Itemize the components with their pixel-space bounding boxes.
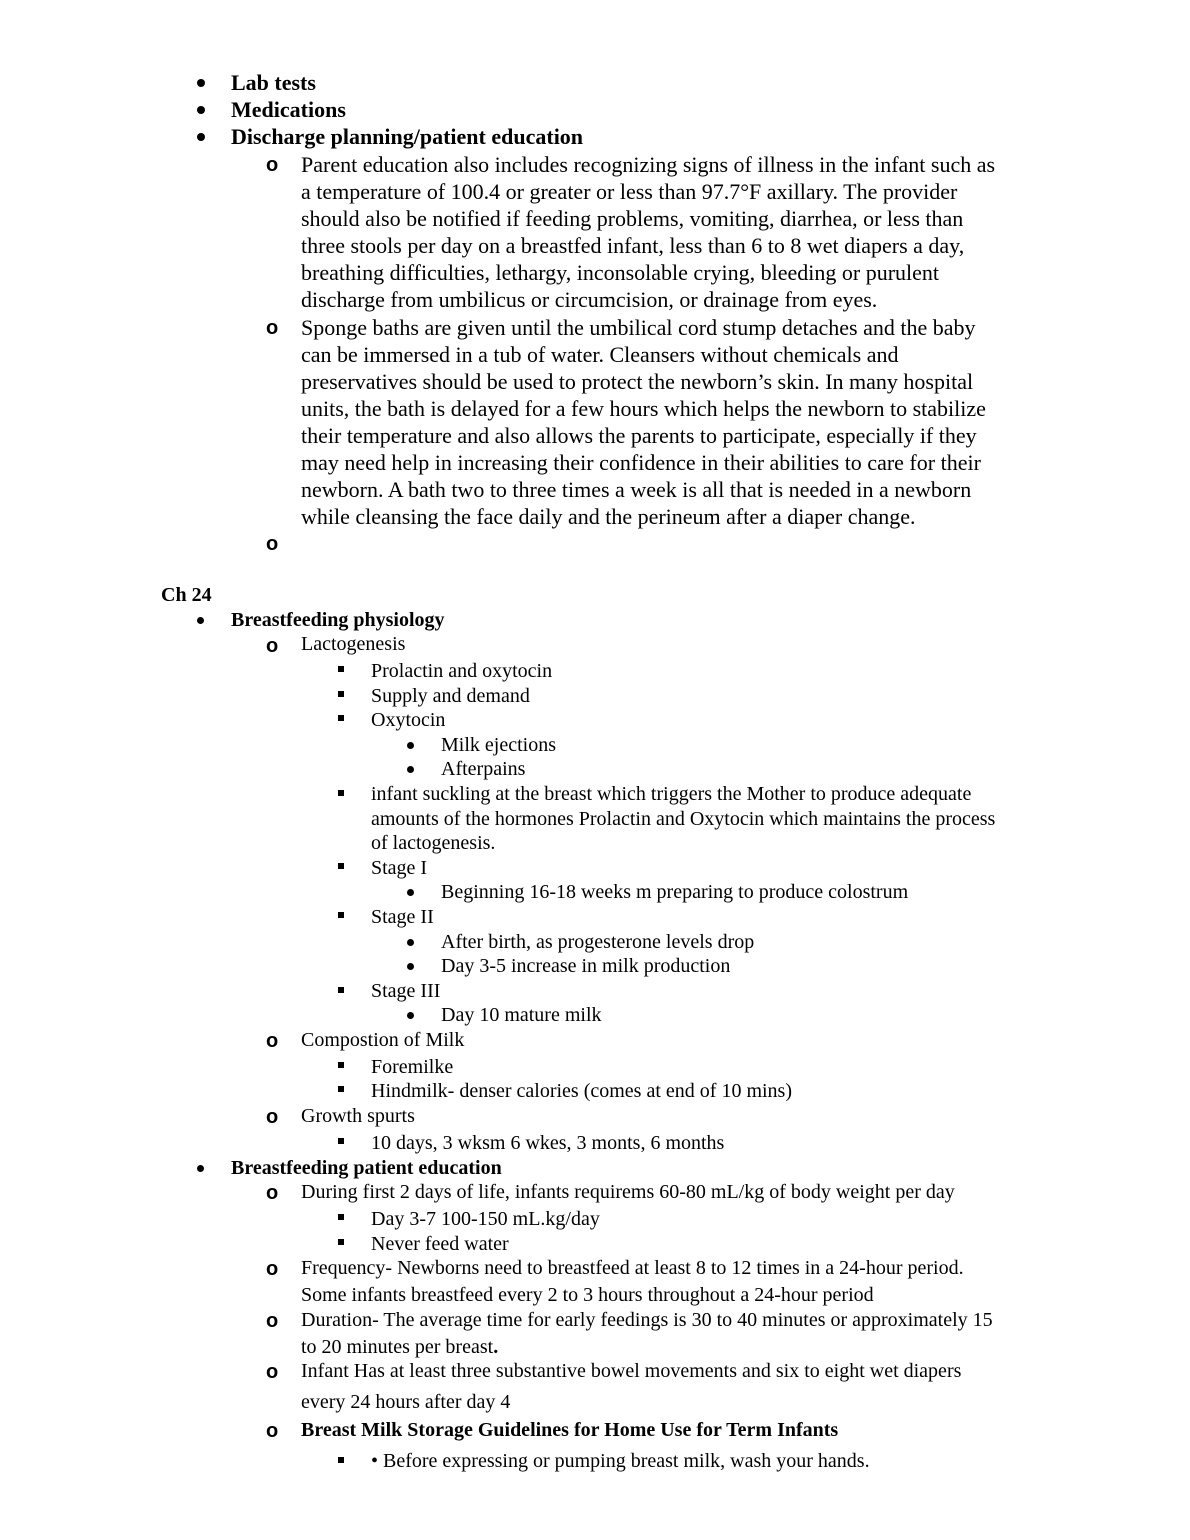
- paragraph-line: Parent education also includes recognizing signs of illness in the infant such as: [301, 152, 996, 177]
- first-days-item: During first 2 days of life, infants requirems 60-80 mL/kg of body weight per day: [301, 1181, 955, 1203]
- frequency-line: Some infants breastfeed every 2 to 3 hours throughout a 24-hour period: [301, 1284, 874, 1306]
- duration-line: Duration- The average time for early feedings is 30 to 40 minutes or approximately 15: [301, 1309, 993, 1331]
- foremilk-item: Foremilke: [371, 1056, 454, 1078]
- duration-period: .: [493, 1336, 499, 1358]
- bullet-disc: [197, 79, 205, 87]
- bullet-o: o: [266, 1420, 279, 1442]
- supply-demand-item: Supply and demand: [371, 685, 530, 707]
- paragraph-line: their temperature and also allows the parents to participate, especially if they: [301, 423, 977, 448]
- bullet-o: o: [266, 154, 279, 176]
- stage-1-item: Stage I: [371, 857, 428, 879]
- paragraph-line: may need help in increasing their confidence in their abilities to care for their: [301, 450, 981, 475]
- bullet-o: o: [266, 1310, 279, 1332]
- storage-item: • Before expressing or pumping breast milk, wash your hands.: [371, 1450, 870, 1472]
- paragraph-line: breathing difficulties, lethargy, inconsolable crying, bleeding or purulent: [301, 260, 940, 285]
- bullet-square: [338, 790, 344, 796]
- bowel-line: every 24 hours after day 4: [301, 1391, 511, 1413]
- bullet-disc: [197, 617, 204, 624]
- stage-3-detail: Day 10 mature milk: [441, 1004, 602, 1026]
- duration-text: to 20 minutes per breast: [301, 1336, 494, 1358]
- bullet-disc: [407, 963, 414, 970]
- bullet-disc: [407, 1012, 414, 1019]
- paragraph-line: three stools per day on a breastfed infant, less than 6 to 8 wet diapers a day,: [301, 233, 965, 258]
- bullet-square: [338, 715, 344, 721]
- bullet-square: [338, 863, 344, 869]
- bullet-disc: [197, 106, 205, 114]
- item-medications: Medications: [231, 97, 346, 122]
- lactogenesis-item: Lactogenesis: [301, 633, 406, 655]
- bullet-square: [338, 1086, 344, 1092]
- bullet-square: [338, 1062, 344, 1068]
- frequency-line: Frequency- Newborns need to breastfeed at least 8 to 12 times in a 24-hour period.: [301, 1257, 964, 1279]
- stage-2-detail: Day 3-5 increase in milk production: [441, 955, 731, 977]
- paragraph-line: a temperature of 100.4 or greater or less than 97.7°F axillary. The provider: [301, 179, 958, 204]
- day-3-7-item: Day 3-7 100-150 mL.kg/day: [371, 1208, 600, 1230]
- bullet-o: o: [266, 317, 279, 339]
- milk-ejections-item: Milk ejections: [441, 734, 556, 756]
- bullet-o: o: [266, 1361, 279, 1383]
- oxytocin-item: Oxytocin: [371, 709, 446, 731]
- growth-spurts-detail: 10 days, 3 wksm 6 wkes, 3 monts, 6 months: [371, 1132, 725, 1154]
- bullet-o: o: [266, 1030, 279, 1052]
- stage-2-detail: After birth, as progesterone levels drop: [441, 931, 755, 953]
- bullet-square: [338, 1457, 344, 1463]
- bullet-square: [338, 691, 344, 697]
- bullet-o-empty: o: [266, 533, 279, 555]
- bullet-disc: [407, 939, 414, 946]
- bullet-o: o: [266, 1258, 279, 1280]
- paragraph-line: units, the bath is delayed for a few hours which helps the newborn to stabilize: [301, 396, 986, 421]
- item-discharge-planning: Discharge planning/patient education: [231, 124, 584, 149]
- paragraph-line: can be immersed in a tub of water. Cleansers without chemicals and: [301, 342, 899, 367]
- bullet-disc: [407, 766, 414, 773]
- sponge-bath-paragraph: [301, 314, 1046, 530]
- prolactin-oxytocin-item: Prolactin and oxytocin: [371, 660, 553, 682]
- item-lab-tests: Lab tests: [231, 70, 316, 95]
- bullet-disc: [407, 889, 414, 896]
- afterpains-item: Afterpains: [441, 758, 526, 780]
- stage-3-item: Stage III: [371, 980, 441, 1002]
- suckling-line: amounts of the hormones Prolactin and Oxytocin which maintains the process: [371, 808, 996, 830]
- composition-item: Compostion of Milk: [301, 1029, 465, 1051]
- paragraph-line: should also be notified if feeding problems, vomiting, diarrhea, or less than: [301, 206, 964, 231]
- paragraph-line: Sponge baths are given until the umbilical cord stump detaches and the baby: [301, 315, 976, 340]
- bullet-square: [338, 1214, 344, 1220]
- bullet-disc: [407, 742, 414, 749]
- never-water-item: Never feed water: [371, 1233, 509, 1255]
- bowel-line: Infant Has at least three substantive bowel movements and six to eight wet diapers: [301, 1360, 962, 1382]
- paragraph-line: discharge from umbilicus or circumcision, or drainage from eyes.: [301, 287, 878, 312]
- bullet-o: o: [266, 1182, 279, 1204]
- paragraph-line: while cleansing the face daily and the perineum after a diaper change.: [301, 504, 916, 529]
- education-title: Breastfeeding patient education: [231, 1157, 502, 1179]
- bullet-disc: [197, 1165, 204, 1172]
- bullet-o: o: [266, 1106, 279, 1128]
- storage-title: Breast Milk Storage Guidelines for Home Use for Term Infants: [301, 1419, 839, 1441]
- bullet-square: [338, 1138, 344, 1144]
- paragraph-line: newborn. A bath two to three times a week is all that is needed in a newborn: [301, 477, 972, 502]
- bullet-square: [338, 912, 344, 918]
- suckling-line: infant suckling at the breast which triggers the Mother to produce adequate: [371, 783, 972, 805]
- duration-line-2: [301, 1336, 498, 1359]
- suckling-line: of lactogenesis.: [371, 832, 496, 854]
- physiology-title: Breastfeeding physiology: [231, 609, 445, 631]
- paragraph-line: preservatives should be used to protect the newborn’s skin. In many hospital: [301, 369, 974, 394]
- bullet-square: [338, 987, 344, 993]
- parent-education-paragraph: [301, 151, 1046, 313]
- bullet-square: [338, 666, 344, 672]
- growth-spurts-item: Growth spurts: [301, 1105, 415, 1127]
- hindmilk-item: Hindmilk- denser calories (comes at end of 10 mins): [371, 1080, 792, 1102]
- chapter-heading: Ch 24: [161, 584, 212, 606]
- bullet-square: [338, 1239, 344, 1245]
- bullet-o: o: [266, 635, 279, 657]
- stage-2-item: Stage II: [371, 906, 434, 928]
- stage-1-detail: Beginning 16-18 weeks m preparing to produce colostrum: [441, 881, 909, 903]
- bullet-disc: [197, 133, 205, 141]
